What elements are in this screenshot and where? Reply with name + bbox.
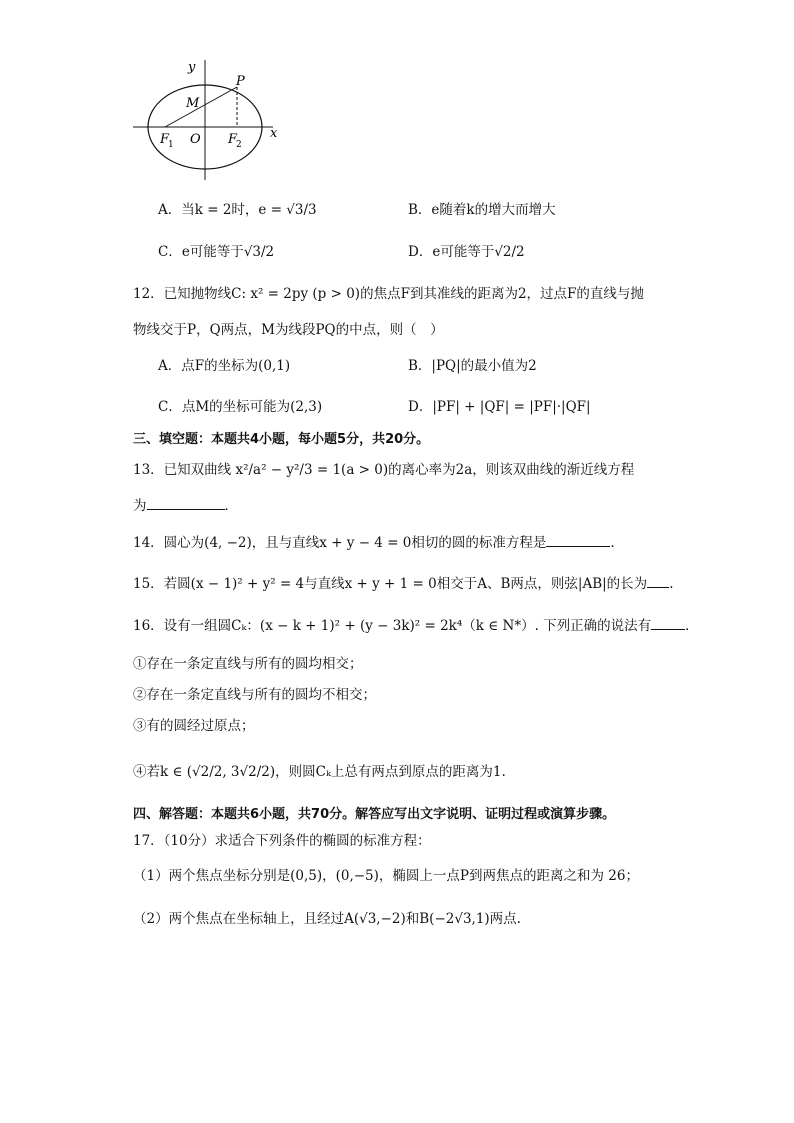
- q11-option-d: D．e可能等于√2/2: [408, 244, 525, 260]
- q16-end: ．: [685, 618, 699, 634]
- q17-title: 17．（10分）求适合下列条件的椭圆的标准方程：: [133, 833, 431, 849]
- point-p-label: P: [236, 74, 245, 89]
- point-f1-label: F: [160, 132, 170, 147]
- q15-text: 15．若圆(x − 1)² + y² = 4与直线x + y + 1 = 0相交于A、B两点，则弦|AB|的长为: [133, 576, 648, 592]
- q16: [133, 614, 699, 634]
- point-f2-sub: 2: [236, 140, 242, 150]
- q16-answer-blank: [651, 615, 685, 630]
- point-f1-sub: 1: [168, 140, 174, 150]
- q13-line2: [133, 494, 238, 514]
- q17-part2: （2）两个焦点在坐标轴上，且经过A(√3,−2)和B(−2√3,1)两点.: [133, 911, 521, 927]
- point-o-label: O: [190, 132, 201, 147]
- ellipse-figure: [128, 55, 288, 189]
- q12-option-a: A．点F的坐标为(0,1): [158, 358, 291, 374]
- q14-text: 14．圆心为(4, −2)，且与直线x + y − 4 = 0相切的圆的标准方程是: [133, 535, 547, 551]
- q12-option-c: C．点M的坐标可能为(2,3): [158, 399, 323, 415]
- q15-end: .: [669, 576, 674, 592]
- q13-prefix: 为: [133, 498, 147, 514]
- q15: [133, 572, 673, 592]
- q12-line2: 物线交于P，Q两点，M为线段PQ的中点，则（ ）: [133, 322, 444, 338]
- point-m-label: M: [186, 96, 200, 111]
- q12-line1: 12．已知抛物线C: x² = 2py (p > 0)的焦点F到其准线的距离为2，过点F的直线与抛: [133, 286, 644, 302]
- q12-option-d: D．|PF| + |QF| = |PF|·|QF|: [408, 399, 591, 415]
- q11-option-b: B．e随着k的增大而增大: [408, 202, 556, 218]
- q16-text: 16．设有一组圆Cₖ：(x − k + 1)² + (y − 3k)² = 2k⁴（k ∈ N*）. 下列正确的说法有: [133, 618, 652, 634]
- q13-line1: 13．已知双曲线 x²/a² − y²/3 = 1(a > 0)的离心率为2a，则该双曲线的渐近线方程: [133, 462, 635, 478]
- section-answer-heading: 四、解答题：本题共6小题，共70分。解答应写出文字说明、证明过程或演算步骤。: [133, 807, 616, 822]
- q14-answer-blank: [546, 532, 610, 547]
- q13-answer-blank: [147, 495, 225, 510]
- q16-statement-1: ①存在一条定直线与所有的圆均相交；: [133, 656, 363, 672]
- q16-statement-2: ②存在一条定直线与所有的圆均不相交；: [133, 687, 376, 703]
- ellipse-diagram: [128, 55, 288, 185]
- q11-option-a: A．当k = 2时，e = √3/3: [158, 202, 317, 218]
- q11-option-c: C．e可能等于√3/2: [158, 244, 275, 260]
- q16-statement-3: ③有的圆经过原点；: [133, 718, 255, 734]
- q14: [133, 531, 615, 551]
- axis-y-label: y: [188, 60, 196, 75]
- section-fill-in-heading: 三、填空题：本题共4小题，每小题5分，共20分。: [133, 432, 430, 447]
- q16-statement-4: ④若k ∈ (√2/2, 3√2/2)，则圆Cₖ上总有两点到原点的距离为1.: [133, 764, 506, 780]
- q12-option-b: B．|PQ|的最小值为2: [408, 358, 537, 374]
- axis-x-label: x: [270, 126, 278, 141]
- q13-suffix: ．: [224, 498, 238, 514]
- q17-part1: （1）两个焦点坐标分别是(0,5)，(0,−5)，椭圆上一点P到两焦点的距离之和为 26；: [133, 868, 639, 884]
- q14-end: .: [610, 535, 615, 551]
- point-f2-label: F: [228, 132, 238, 147]
- q15-answer-blank: [647, 573, 669, 588]
